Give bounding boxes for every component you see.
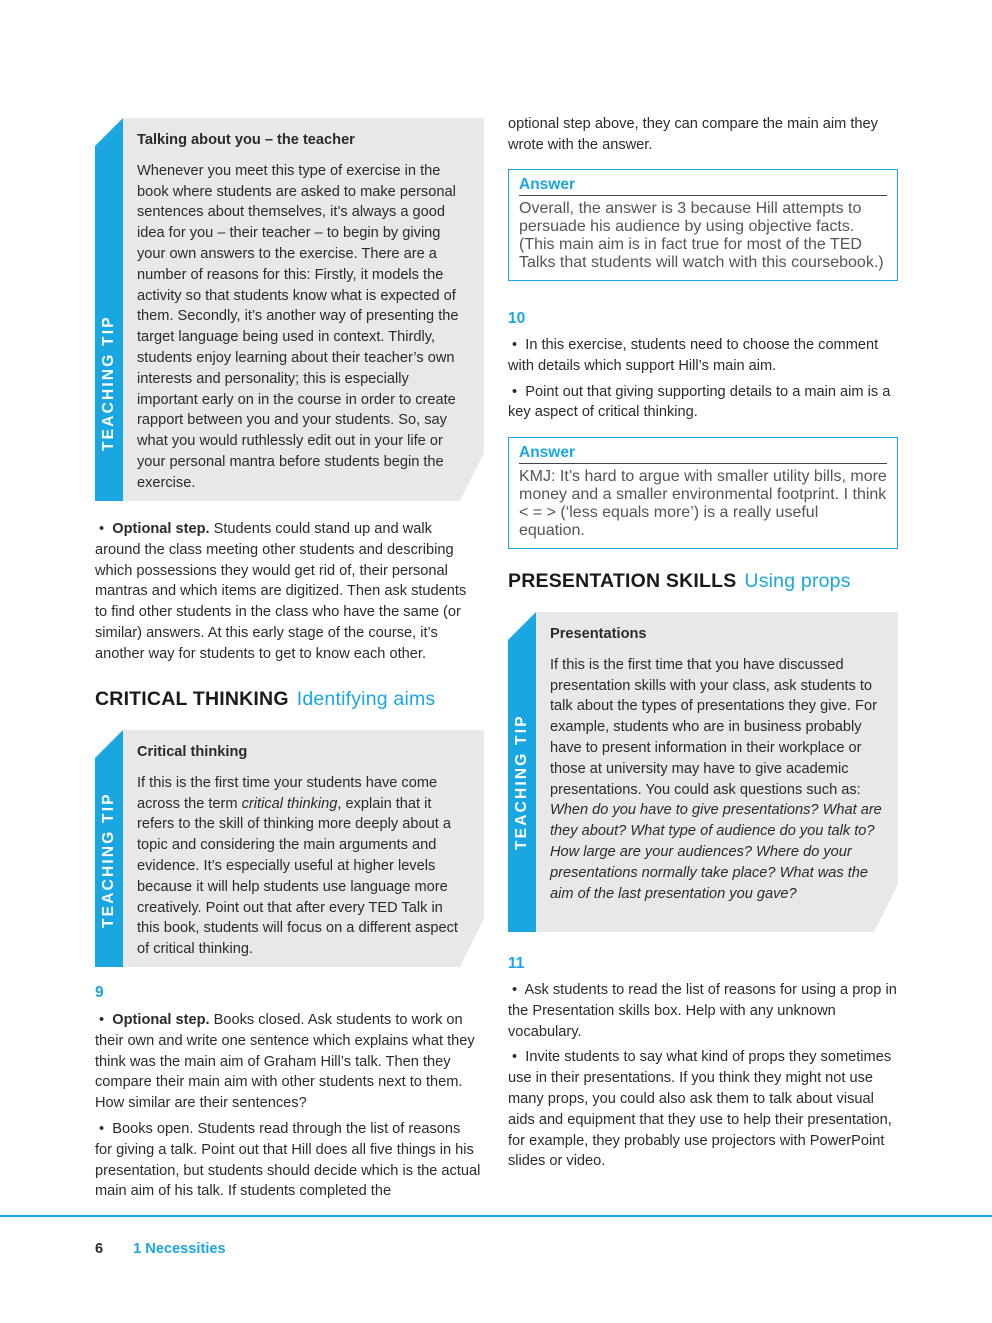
- teaching-tip-box: [95, 730, 484, 967]
- optional-step-lead: Optional step.: [112, 521, 210, 537]
- section-subtitle: Using props: [744, 570, 851, 592]
- section-title: CRITICAL THINKING: [95, 688, 289, 710]
- exercise-10-body: • In this exercise, students need to choose the comment with details which support Hill’s main aim. • Point out that giving supporting details to a main aim is a key aspect of critical thinking.: [508, 337, 891, 421]
- optional-step-paragraph: • Optional step. Students could stand up and walk around the class meeting other students and describing which possessions they would get rid of, their personal mantras and which items are digitized. Then ask students to find other students in the class who have the same (or similar) answers. At this early stage of the course, it’s another way for students to get to know each other.: [95, 521, 467, 662]
- answer-heading: Answer: [519, 176, 887, 196]
- tip-label: TEACHING TIP: [513, 714, 530, 850]
- answer-box: [508, 169, 898, 281]
- page-footer: [95, 1241, 226, 1257]
- answer-heading: Answer: [519, 444, 887, 464]
- tip-body: Whenever you meet this type of exercise in the book where students are asked to make personal sentences about themselves, it’s always a good idea for you – their teacher – to begin by giving your own answers to the exercise. There are a number of reasons for this: Firstly, it models the activity so that students know what is expected of them. Secondly, it’s another way of presenting the target language being used in context. Thirdly, students enjoy learning about their teacher’s own interests and personality; this is especially important early on in the course in order to create rapport between you and your students. So, say what you would ruthlessly edit out in your life or your personal mantra before students begin the exercise.: [137, 162, 459, 491]
- tip-heading: Presentations: [550, 626, 647, 642]
- footer-rule: [0, 1215, 992, 1217]
- presentation-skills-heading: [508, 571, 898, 592]
- section-subtitle: Identifying aims: [296, 688, 436, 710]
- section-title: PRESENTATION SKILLS: [508, 570, 737, 592]
- tip-body: If this is the first time your students have come across the term critical thinking, explain that it refers to the skill of thinking more deeply about a topic and considering the main arguments and evidence. It’s especially useful at higher levels because it will help students use language more creatively. Point out that after every TED Talk in this book, students will focus on a different aspect of critical thinking.: [137, 774, 458, 958]
- answer-text: Overall, the answer is 3 because Hill attempts to persuade his audience by using objective facts. (This main aim is in fact true for most of the TED Talks that students will watch with this coursebook.): [519, 200, 884, 271]
- exercise-number-9: 9: [95, 984, 104, 1001]
- teaching-tip-box: [95, 118, 484, 501]
- answer-text: KMJ: It’s hard to argue with smaller utility bills, more money and a smaller environmental footprint. I think < = > (‘less equals more’) is a really useful equation.: [519, 468, 887, 539]
- page-number: 6: [95, 1241, 104, 1257]
- answer-box: [508, 437, 898, 549]
- tip-content: [550, 624, 882, 904]
- critical-thinking-heading: [95, 689, 481, 710]
- exercise-9-body: • Optional step. Books closed. Ask students to work on their own and write one sentence which explains what they think was the main aim of Graham Hill’s talk. Then they compare their main aim with other students next to them. How similar are their sentences? • Books open. Students read through the list of reasons for giving a talk. Point out that Hill does all five things in his presentation, but students should decide which is the actual main aim of his talk. If students completed the: [95, 1012, 481, 1200]
- tip-body: If this is the first time that you have discussed presentation skills with your class, ask students to talk about the types of presentations they give. For example, students who are in business probably have to present information in their workplace or those at university may have to give academic presentations. You could ask questions such as: When do you have to give presentations? What are they about? What type of audience do you talk to? How large are your audiences? Where do your presentations normally take place? What was the aim of the last presentation you gave?: [550, 656, 882, 902]
- tip-label: TEACHING TIP: [100, 792, 117, 928]
- chapter-title: 1 Necessities: [133, 1241, 226, 1257]
- exercise-9-continued: optional step above, they can compare the main aim they wrote with the answer.: [508, 116, 878, 153]
- optional-step-text: Students could stand up and walk around the class meeting other students and describing which possessions they would get rid of, their personal mantras and which items are digitized. Then ask students to find other students in the class who have the same (or similar) answers. At this early stage of the course, it’s another way for students to get to know each other.: [95, 521, 467, 662]
- tip-content: [137, 742, 468, 960]
- tip-heading: Talking about you – the teacher: [137, 132, 355, 148]
- tip-label: TEACHING TIP: [100, 315, 117, 451]
- exercise-number-11: 11: [508, 955, 525, 972]
- exercise-11-body: • Ask students to read the list of reasons for using a prop in the Presentation skills box. Help with any unknown vocabulary. • Invite students to say what kind of props they sometimes use in their presentations. If you think they might not use many props, you could also ask them to talk about visual aids and equipment that they use to help their presentation, for example, they probably use projectors with PowerPoint slides or video.: [508, 982, 897, 1170]
- tip-content: [137, 130, 468, 494]
- tip-heading: Critical thinking: [137, 744, 248, 760]
- exercise-number-10: 10: [508, 310, 526, 327]
- teaching-tip-box: [508, 612, 898, 932]
